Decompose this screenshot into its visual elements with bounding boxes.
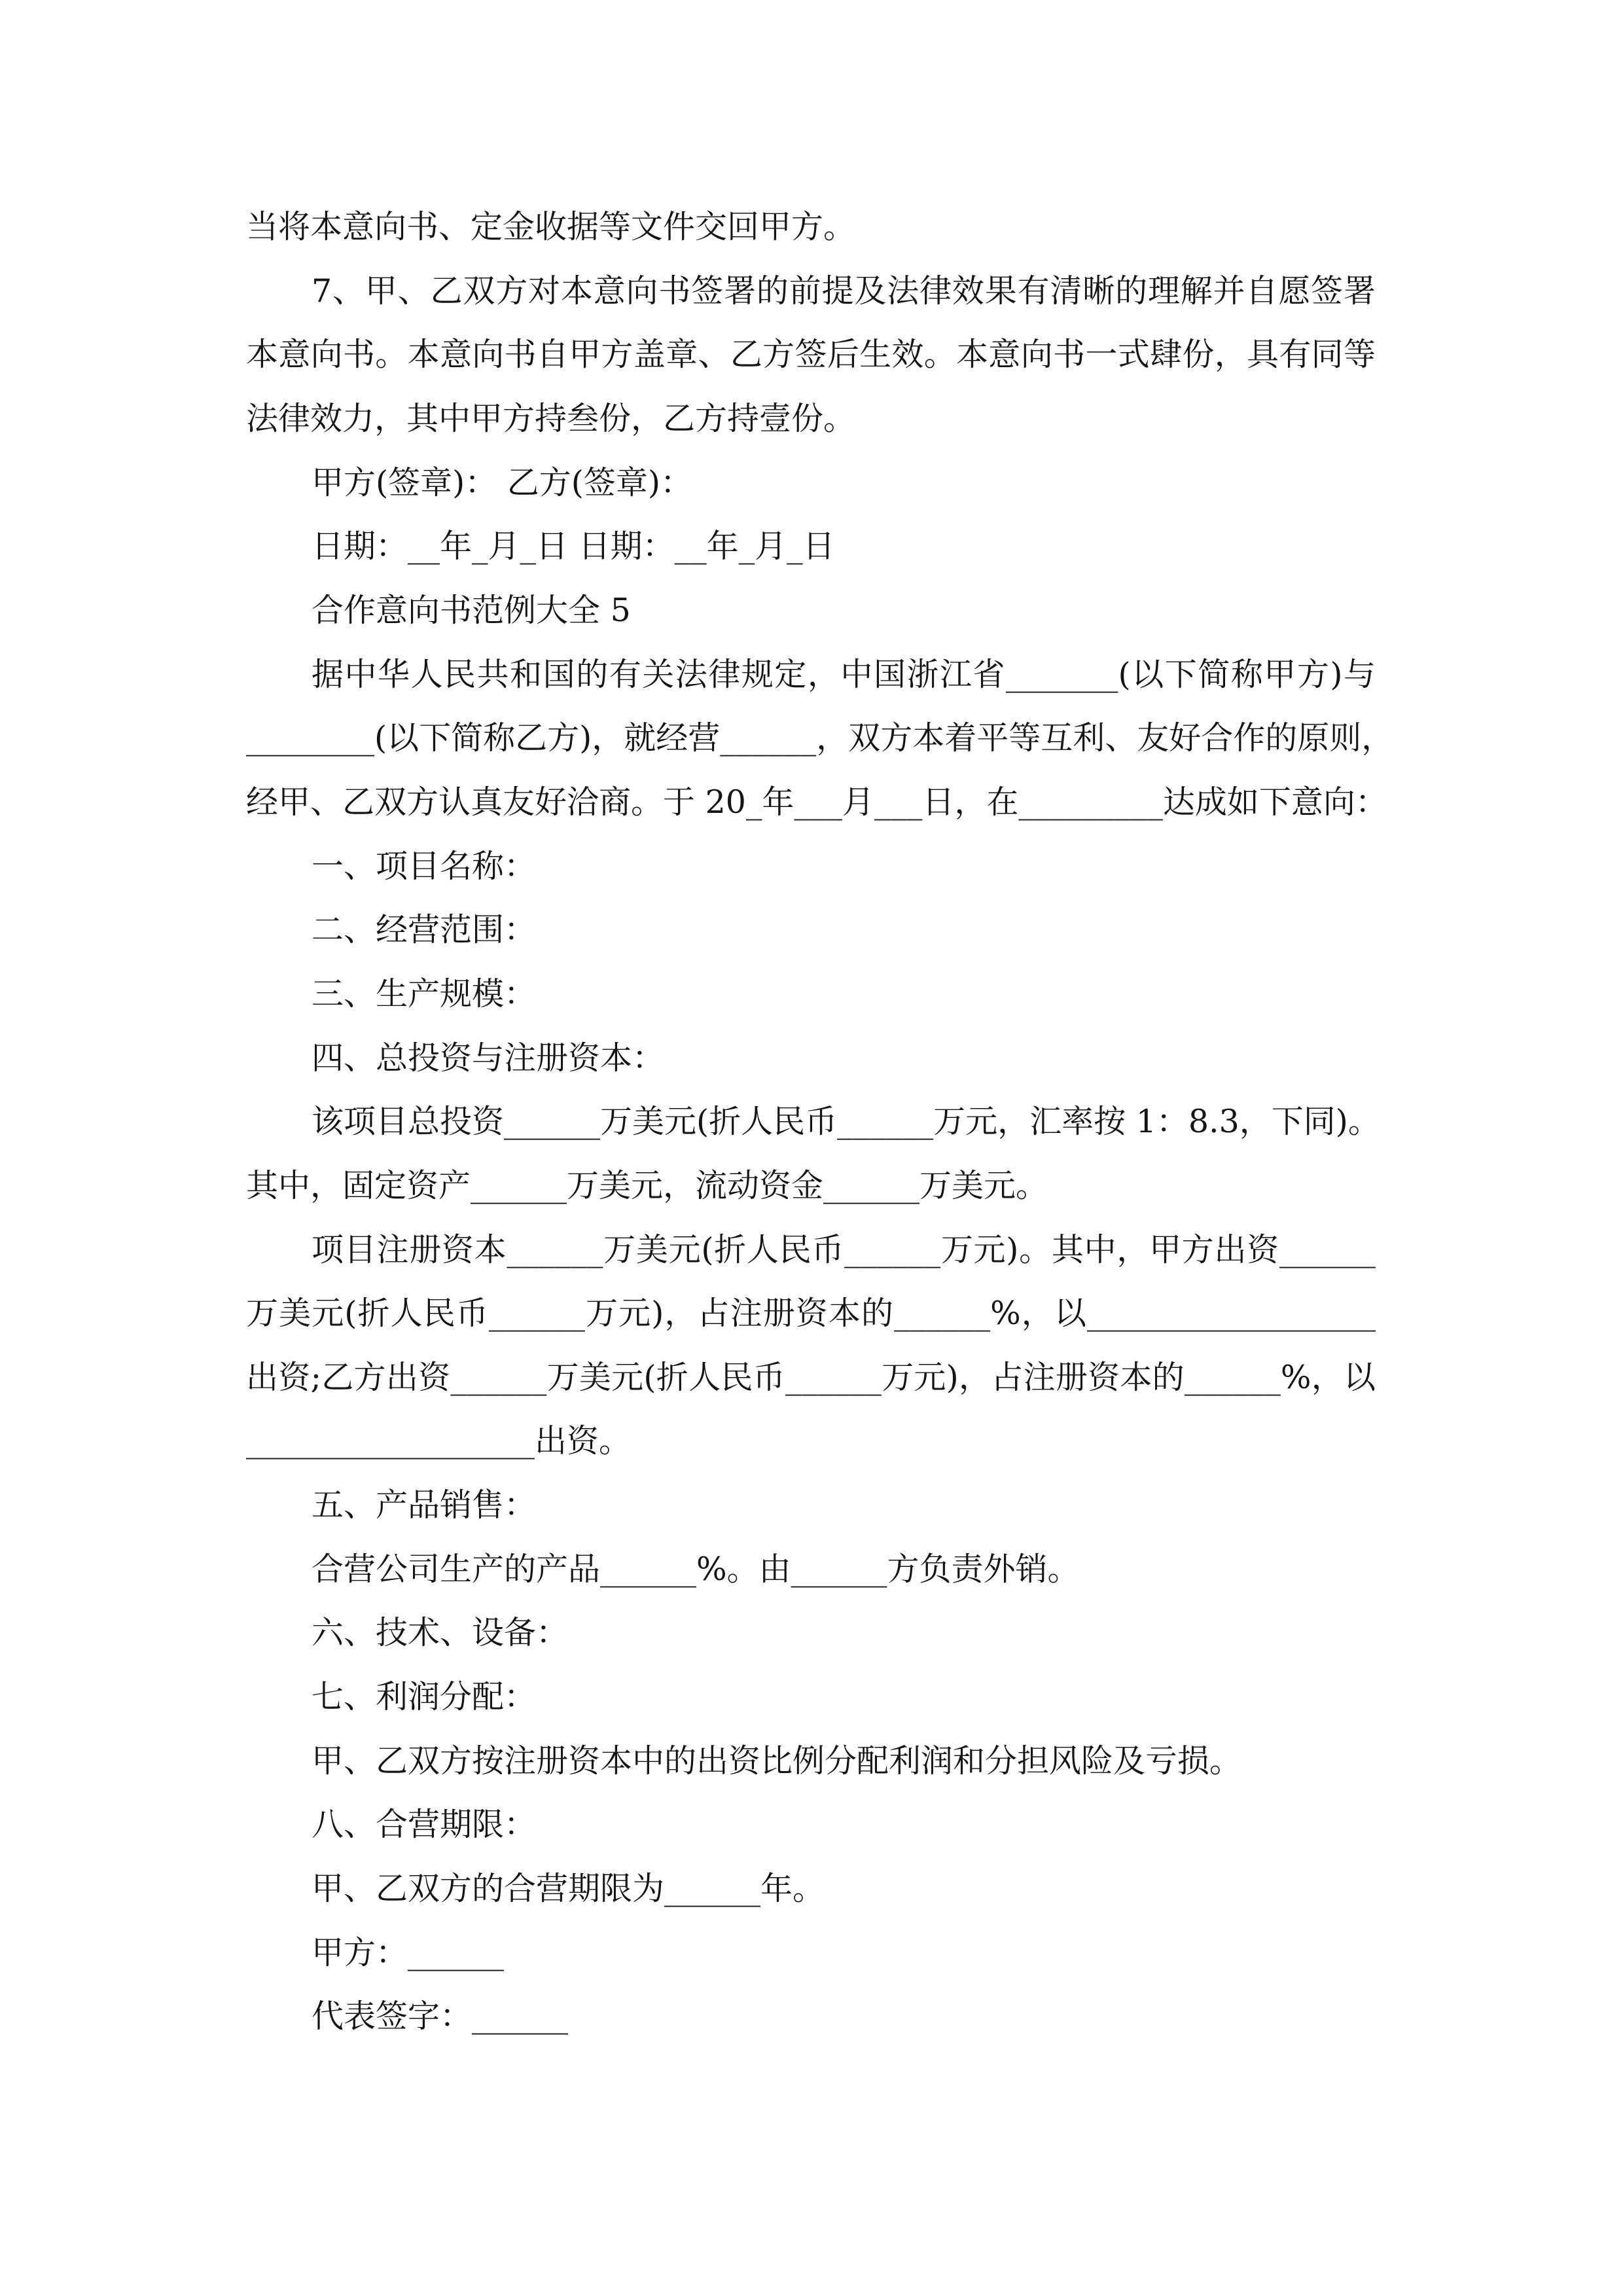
joint-venture-term-line: 甲、乙双方的合营期限为______年。	[312, 1870, 825, 1908]
registered-capital-line-3: 出资;乙方出资______万美元(折人民币______万元)，占注册资本的______%，以	[246, 1358, 1376, 1396]
clause-7-line-3: 法律效力，其中甲方持叁份，乙方持壹份。	[246, 399, 856, 437]
heading-product-sales: 五、产品销售：	[312, 1486, 537, 1524]
heading-profit-distribution: 七、利润分配：	[312, 1678, 537, 1716]
signature-dates: 日期：__年_月_日 日期：__年_月_日	[312, 528, 835, 565]
preamble-line-1: 据中华人民共和国的有关法律规定，中国浙江省_______(以下简称甲方)与	[312, 655, 1376, 693]
registered-capital-line-1: 项目注册资本______万美元(折人民币______万元)。其中，甲方出资______	[312, 1230, 1376, 1268]
representative-signature-field: 代表签字：______	[312, 1998, 569, 2036]
registered-capital-line-2: 万美元(折人民币______万元)，占注册资本的______%，以__________________	[246, 1295, 1376, 1333]
paragraph-continuation-line: 当将本意向书、定金收据等文件交回甲方。	[246, 208, 856, 245]
product-sales-line: 合营公司生产的产品______%。由______方负责外销。	[312, 1550, 1080, 1588]
heading-technology-equipment: 六、技术、设备：	[312, 1614, 569, 1652]
heading-production-scale: 三、生产规模：	[312, 975, 537, 1013]
heading-project-name: 一、项目名称：	[312, 847, 537, 885]
document-body	[246, 195, 1394, 2049]
heading-investment-capital: 四、总投资与注册资本：	[312, 1039, 665, 1077]
heading-business-scope: 二、经营范围：	[312, 911, 537, 949]
preamble-line-3: 经甲、乙双方认真友好洽商。于 20_年___月___日，在_________达成如下意向：	[246, 783, 1387, 821]
investment-line-2: 其中，固定资产______万美元，流动资金______万美元。	[246, 1166, 1048, 1204]
profit-distribution-line: 甲、乙双方按注册资本中的出资比例分配利润和分担风险及亏损。	[312, 1742, 1242, 1780]
preamble-line-2: ________(以下简称乙方)，就经营______，双方本着平等互利、友好合作的原则，	[246, 719, 1394, 757]
signature-labels: 甲方(签章)： 乙方(签章)：	[312, 463, 693, 501]
section-title: 合作意向书范例大全 5	[312, 591, 631, 629]
investment-line-1: 该项目总投资______万美元(折人民币______万元，汇率按 1：8.3，下同)。	[312, 1103, 1380, 1141]
registered-capital-line-4: __________________出资。	[246, 1422, 632, 1460]
heading-joint-venture-term: 八、合营期限：	[312, 1806, 537, 1844]
clause-7-line-1: 7、甲、乙双方对本意向书签署的前提及法律效果有清晰的理解并自愿签署	[312, 272, 1376, 310]
party-a-field: 甲方：______	[312, 1933, 505, 1971]
clause-7-line-2: 本意向书。本意向书自甲方盖章、乙方签后生效。本意向书一式肆份，具有同等	[246, 336, 1376, 374]
